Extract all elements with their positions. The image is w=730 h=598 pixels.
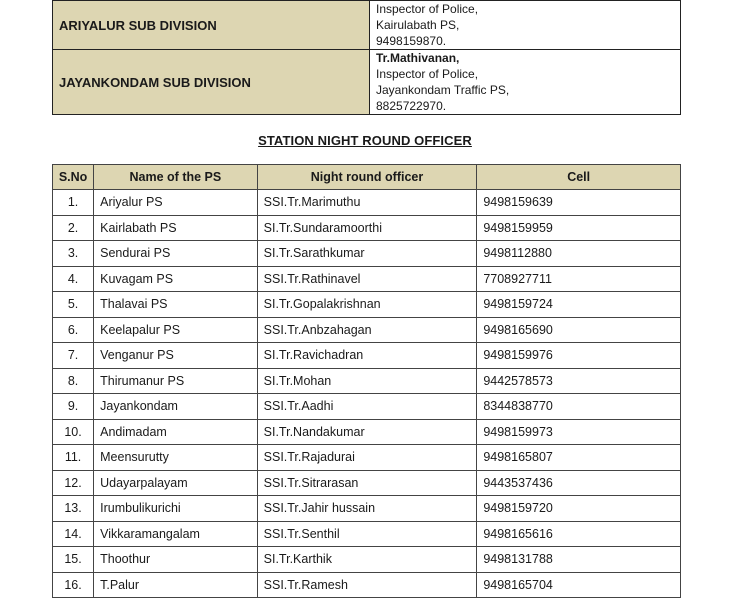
row-cell: 9498131788 bbox=[477, 547, 681, 573]
row-ps-name: Sendurai PS bbox=[94, 241, 258, 267]
row-ps-name: Venganur PS bbox=[94, 343, 258, 369]
row-ps-name: Irumbulikurichi bbox=[94, 496, 258, 522]
row-ps-name: Thalavai PS bbox=[94, 292, 258, 318]
row-officer: SI.Tr.Mohan bbox=[257, 368, 477, 394]
row-officer: SSI.Tr.Rathinavel bbox=[257, 266, 477, 292]
row-sno: 4. bbox=[53, 266, 94, 292]
table-row bbox=[53, 266, 681, 292]
header-cell: Cell bbox=[477, 165, 681, 190]
row-ps-name: Ariyalur PS bbox=[94, 190, 258, 216]
table-row bbox=[53, 215, 681, 241]
row-ps-name: Keelapalur PS bbox=[94, 317, 258, 343]
row-sno: 3. bbox=[53, 241, 94, 267]
row-sno: 9. bbox=[53, 394, 94, 420]
table-row bbox=[53, 572, 681, 598]
row-cell: 9498159973 bbox=[477, 419, 681, 445]
row-ps-name: Meensurutty bbox=[94, 445, 258, 471]
table-row bbox=[53, 445, 681, 471]
row-ps-name: Kuvagam PS bbox=[94, 266, 258, 292]
table-row bbox=[53, 292, 681, 318]
section-title: STATION NIGHT ROUND OFFICER bbox=[258, 133, 472, 148]
row-officer: SSI.Tr.Sitrarasan bbox=[257, 470, 477, 496]
row-officer: SSI.Tr.Marimuthu bbox=[257, 190, 477, 216]
row-ps-name: Vikkaramangalam bbox=[94, 521, 258, 547]
row-sno: 14. bbox=[53, 521, 94, 547]
table-row bbox=[53, 470, 681, 496]
night-round-table bbox=[52, 164, 681, 598]
sub-division-row bbox=[53, 1, 681, 50]
table-row bbox=[53, 241, 681, 267]
row-officer: SSI.Tr.Ramesh bbox=[257, 572, 477, 598]
row-officer: SI.Tr.Sundaramoorthi bbox=[257, 215, 477, 241]
row-sno: 13. bbox=[53, 496, 94, 522]
sub-division-name: JAYANKONDAM SUB DIVISION bbox=[53, 50, 370, 115]
row-sno: 16. bbox=[53, 572, 94, 598]
row-officer: SI.Tr.Gopalakrishnan bbox=[257, 292, 477, 318]
table-row bbox=[53, 368, 681, 394]
sub-division-officer bbox=[370, 1, 681, 50]
row-sno: 2. bbox=[53, 215, 94, 241]
row-ps-name: Kairlabath PS bbox=[94, 215, 258, 241]
row-ps-name: T.Palur bbox=[94, 572, 258, 598]
officer-line: Inspector of Police, bbox=[376, 67, 479, 81]
row-officer: SI.Tr.Karthik bbox=[257, 547, 477, 573]
table-row bbox=[53, 317, 681, 343]
row-officer: SSI.Tr.Jahir hussain bbox=[257, 496, 477, 522]
row-officer: SI.Tr.Nandakumar bbox=[257, 419, 477, 445]
row-ps-name: Thirumanur PS bbox=[94, 368, 258, 394]
row-cell: 7708927711 bbox=[477, 266, 681, 292]
sub-division-name: ARIYALUR SUB DIVISION bbox=[53, 1, 370, 50]
table-row bbox=[53, 547, 681, 573]
table-row bbox=[53, 394, 681, 420]
row-officer: SSI.Tr.Senthil bbox=[257, 521, 477, 547]
table-row bbox=[53, 521, 681, 547]
row-officer: SSI.Tr.Aadhi bbox=[257, 394, 477, 420]
row-officer: SI.Tr.Ravichadran bbox=[257, 343, 477, 369]
row-cell: 8344838770 bbox=[477, 394, 681, 420]
row-sno: 7. bbox=[53, 343, 94, 369]
row-cell: 9498159720 bbox=[477, 496, 681, 522]
header-ps: Name of the PS bbox=[94, 165, 258, 190]
row-sno: 6. bbox=[53, 317, 94, 343]
table-row bbox=[53, 496, 681, 522]
row-cell: 9498165807 bbox=[477, 445, 681, 471]
row-sno: 1. bbox=[53, 190, 94, 216]
row-officer: SI.Tr.Sarathkumar bbox=[257, 241, 477, 267]
row-cell: 9498159724 bbox=[477, 292, 681, 318]
officer-line: Tr.Mathivanan, bbox=[376, 51, 460, 65]
row-officer: SSI.Tr.Anbzahagan bbox=[257, 317, 477, 343]
row-ps-name: Udayarpalayam bbox=[94, 470, 258, 496]
table-row bbox=[53, 190, 681, 216]
officer-line: 9498159870. bbox=[376, 34, 447, 48]
row-cell: 9442578573 bbox=[477, 368, 681, 394]
table-row bbox=[53, 419, 681, 445]
table-row bbox=[53, 343, 681, 369]
officer-line: Jayankondam Traffic PS, bbox=[376, 83, 510, 97]
table-header-row bbox=[53, 165, 681, 190]
sub-division-officer bbox=[370, 50, 681, 115]
officer-line: Inspector of Police, bbox=[376, 2, 479, 16]
row-cell: 9498165616 bbox=[477, 521, 681, 547]
row-sno: 10. bbox=[53, 419, 94, 445]
row-officer: SSI.Tr.Rajadurai bbox=[257, 445, 477, 471]
row-ps-name: Jayankondam bbox=[94, 394, 258, 420]
row-cell: 9498165690 bbox=[477, 317, 681, 343]
row-cell: 9498159639 bbox=[477, 190, 681, 216]
row-cell: 9498112880 bbox=[477, 241, 681, 267]
row-cell: 9498165704 bbox=[477, 572, 681, 598]
sub-division-table bbox=[52, 0, 681, 115]
row-ps-name: Andimadam bbox=[94, 419, 258, 445]
header-officer: Night round officer bbox=[257, 165, 477, 190]
officer-line: 8825722970. bbox=[376, 99, 447, 113]
row-sno: 12. bbox=[53, 470, 94, 496]
row-cell: 9498159959 bbox=[477, 215, 681, 241]
row-cell: 9443537436 bbox=[477, 470, 681, 496]
sub-division-row bbox=[53, 50, 681, 115]
header-sno: S.No bbox=[53, 165, 94, 190]
officer-line: Kairulabath PS, bbox=[376, 18, 460, 32]
row-ps-name: Thoothur bbox=[94, 547, 258, 573]
row-cell: 9498159976 bbox=[477, 343, 681, 369]
row-sno: 5. bbox=[53, 292, 94, 318]
row-sno: 8. bbox=[53, 368, 94, 394]
row-sno: 11. bbox=[53, 445, 94, 471]
row-sno: 15. bbox=[53, 547, 94, 573]
